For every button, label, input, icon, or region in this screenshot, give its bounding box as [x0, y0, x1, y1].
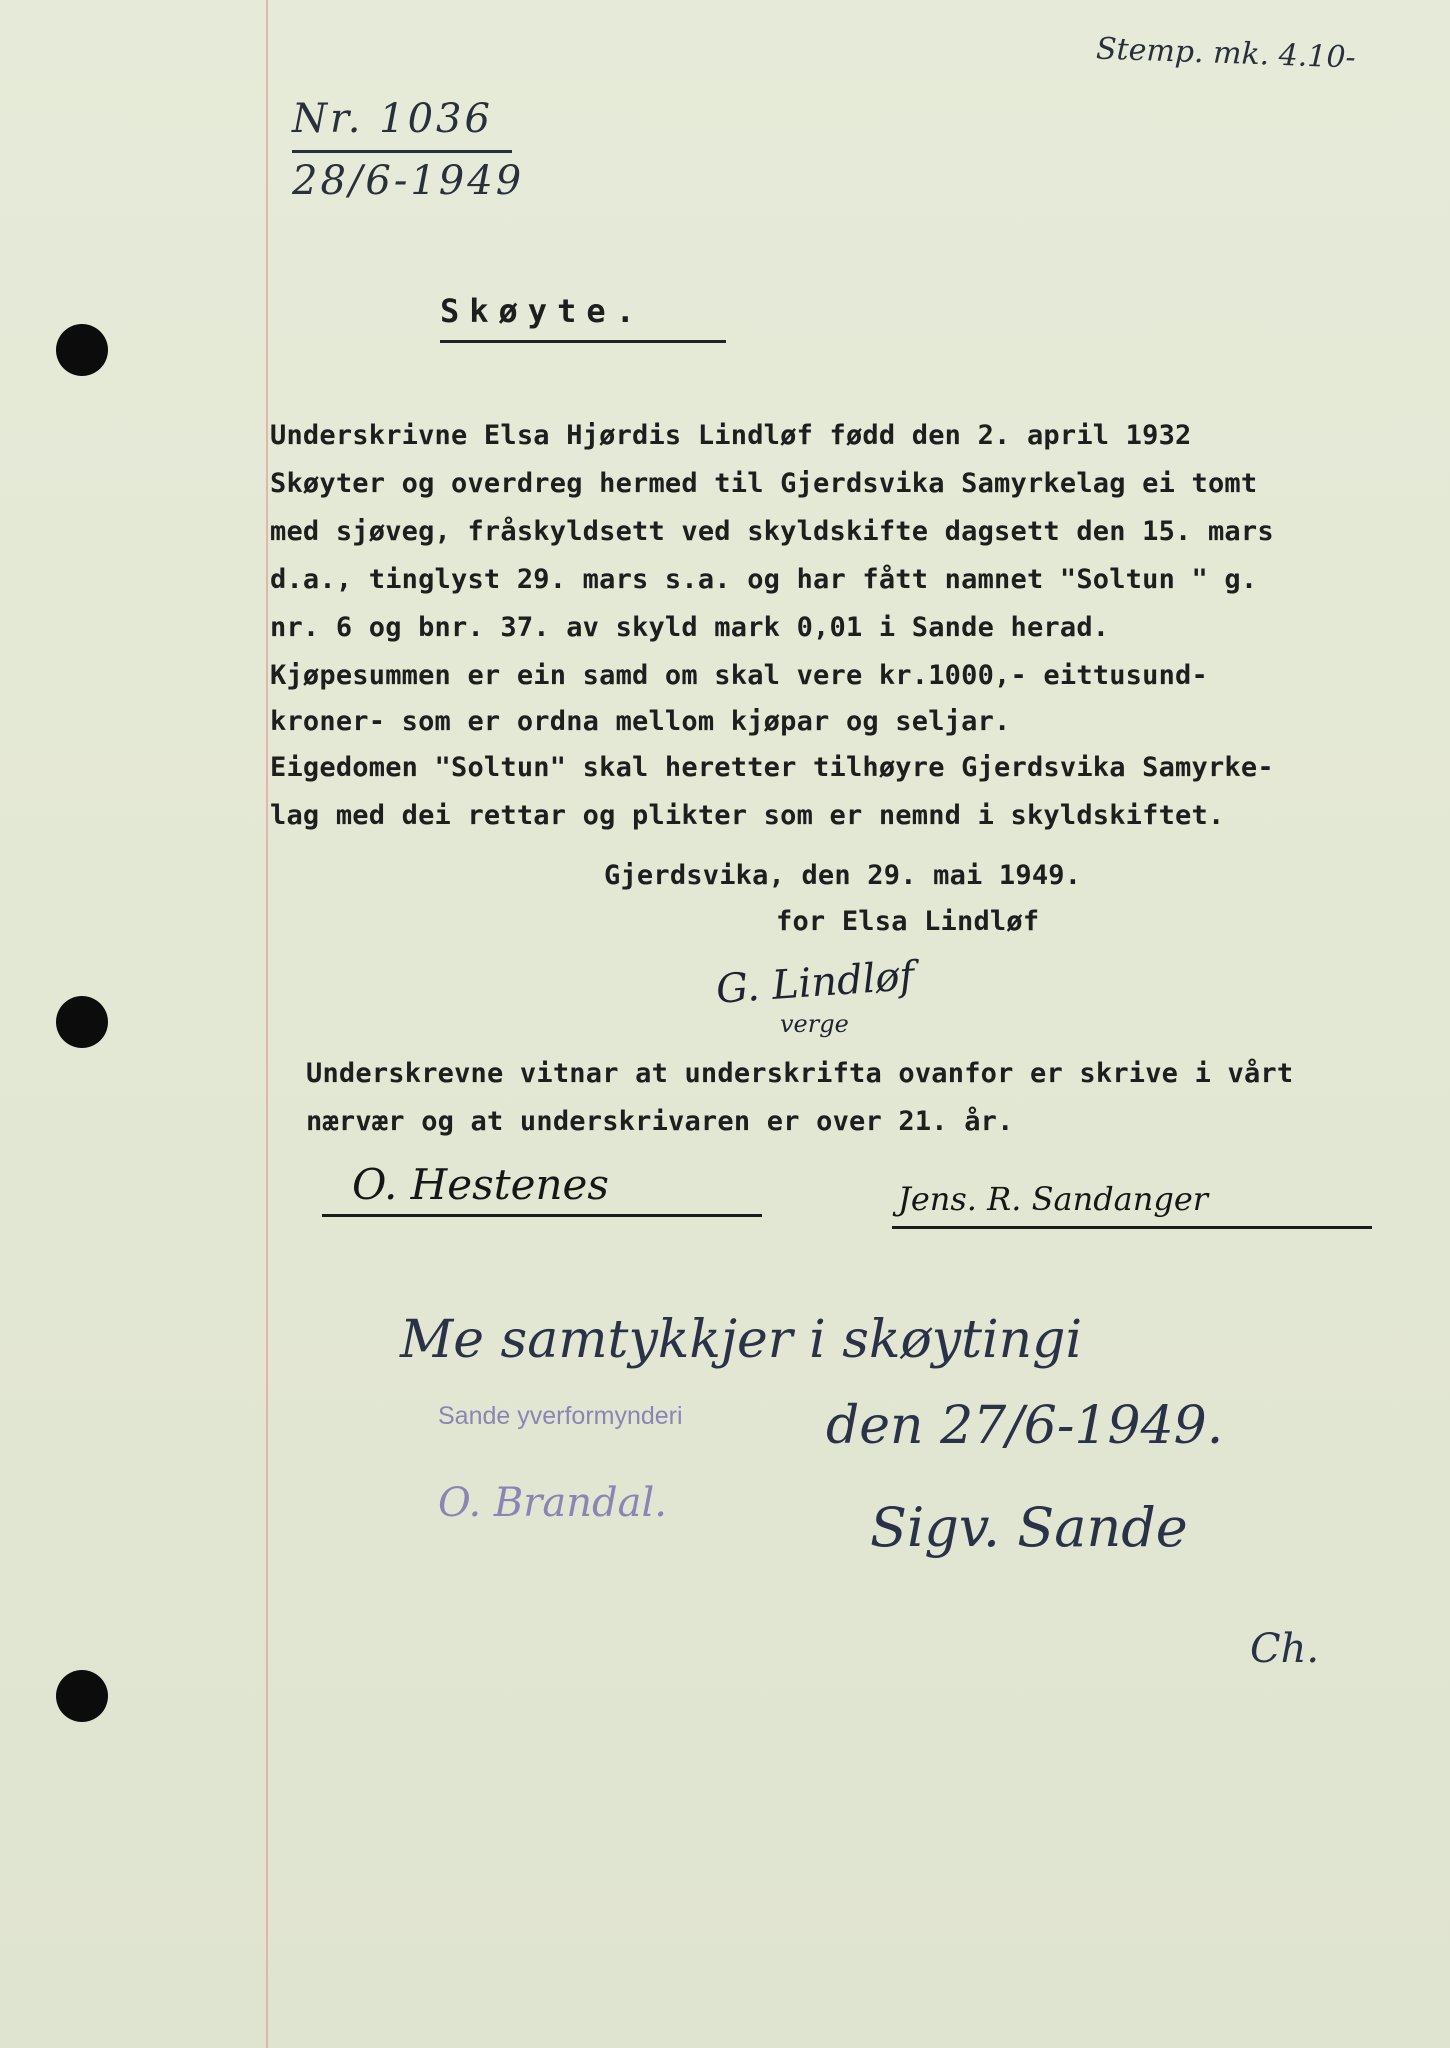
guardian-role: verge: [780, 1010, 849, 1038]
title-underline: [440, 340, 726, 343]
registration-date: 28/6-1949: [292, 158, 525, 204]
body-line: kroner- som er ordna mellom kjøpar og seljar.: [270, 706, 1011, 737]
registration-number: Nr. 1036: [292, 96, 493, 142]
body-line: nr. 6 og bnr. 37. av skyld mark 0,01 i Sande herad.: [270, 612, 1110, 643]
approval-line: Me samtykkjer i skøytingi: [400, 1310, 1083, 1370]
place-date: Gjerdsvika, den 29. mai 1949.: [604, 860, 1082, 891]
clerk-initials: Ch.: [1250, 1626, 1320, 1672]
stamp-signature: O. Brandal.: [438, 1480, 667, 1526]
body-line: Skøyter og overdreg hermed til Gjerdsvika Samyrkelag ei tomt: [270, 468, 1258, 499]
guardianship-stamp: Sande yverformynderi: [438, 1402, 683, 1430]
body-line: Underskrivne Elsa Hjørdis Lindløf fødd den 2. april 1932: [270, 420, 1192, 451]
punch-hole: [56, 324, 108, 376]
body-line: Eigedomen "Soltun" skal heretter tilhøyre Gjerdsvika Samyrke-: [270, 752, 1274, 783]
stamp-duty-note: Stemp. mk. 4.10-: [1095, 31, 1357, 76]
punch-hole: [56, 996, 108, 1048]
witness-signature-line: [322, 1214, 762, 1217]
body-line: d.a., tinglyst 29. mars s.a. og har fått namnet "Soltun " g.: [270, 564, 1258, 595]
approval-date: den 27/6-1949.: [826, 1396, 1224, 1456]
body-line: lag med dei rettar og plikter som er nemnd i skyldskiftet.: [270, 800, 1225, 831]
witness-signature: Jens. R. Sandanger: [898, 1180, 1209, 1218]
punch-hole: [56, 1670, 108, 1722]
guardian-signature: G. Lindløf: [714, 953, 916, 1013]
registration-rule: [292, 150, 512, 153]
body-line: med sjøveg, fråskyldsett ved skyldskifte dagsett den 15. mars: [270, 516, 1274, 547]
body-line: Kjøpesummen er ein samd om skal vere kr.1000,- eittusund-: [270, 660, 1208, 691]
on-behalf-line: for Elsa Lindløf: [776, 906, 1040, 937]
document-title: Skøyte.: [440, 292, 645, 330]
approval-signature: Sigv. Sande: [870, 1496, 1188, 1559]
witness-line: Underskrevne vitnar at underskrifta ovanfor er skrive i vårt: [306, 1058, 1294, 1089]
margin-line: [266, 0, 268, 2048]
witness-signature-line: [892, 1226, 1372, 1229]
witness-signature: O. Hestenes: [352, 1160, 609, 1209]
witness-line: nærvær og at underskrivaren er over 21. år.: [306, 1106, 1014, 1137]
